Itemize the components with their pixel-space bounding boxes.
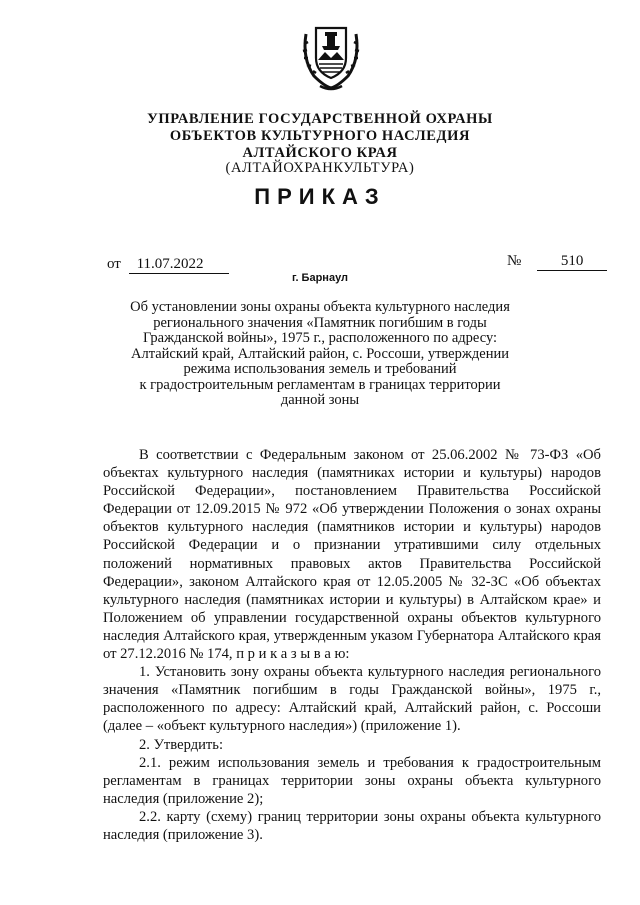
clause-2-1: 2.1. режим использования земель и требования к градостроительным регламентам в границах территории зоны охраны объекта культурного наследия (приложение 2);	[103, 754, 601, 807]
title-line: регионального значения «Памятник погибшим в годы	[153, 314, 487, 331]
org-name-line3: АЛТАЙСКОГО КРАЯ	[242, 145, 398, 161]
document-type-heading: ПРИКАЗ	[254, 184, 386, 209]
clause-1: 1. Установить зону охраны объекта культурного наследия регионального значения «Памятник погибшим в годы Гражданской войны», 1975 г., расположенного по адресу: Алтайский край, Алтайский район, с. Россоши (далее – «объект культурного наследия») (приложение 1).	[103, 664, 601, 735]
number-line	[507, 253, 607, 271]
number-prefix: №	[507, 253, 522, 269]
document-date: 11.07.2022	[129, 256, 229, 274]
preamble-paragraph: В соответствии с Федеральным законом от 25.06.2002 № 73-ФЗ «Об объектах культурного наследия (памятниках истории и культуры) народов Российской Федерации», постановлением Правительства Российской Федерации от 12.09.2015 № 972 «Об утверждении Положения о зонах охраны объектов культурного наследия (памятников истории и культуры) народов Российской Федерации и о признании утратившими силу отдельных положений нормативных правовых актов Правительства Российской Федерации», законом Алтайского края от 12.05.2005 № 32-ЗС «Об объектах культурного наследия (памятниках истории и культуры) в Алтайском крае» и Положением об управлении государственной охраны объектов культурного наследия Алтайского края, утвержденным указом Губернатора Алтайского края от 27.12.2016 № 174, п р и к а з ы в а ю:	[103, 447, 601, 663]
date-prefix: от	[107, 256, 121, 272]
title-line: данной зоны	[280, 392, 360, 408]
clause-2-2: 2.2. карту (схему) границ территории зоны охраны объекта культурного наследия (приложение 3).	[103, 808, 601, 843]
org-short-name: (АЛТАЙОХРАНКУЛЬТУРА)	[225, 160, 415, 176]
document-title	[130, 300, 510, 409]
clause-2: 2. Утвердить:	[139, 736, 224, 753]
document-number: 510	[537, 253, 607, 271]
title-line: к градостроительным регламентам в границах территории	[139, 376, 501, 393]
org-name-line2: ОБЪЕКТОВ КУЛЬТУРНОГО НАСЛЕДИЯ	[169, 128, 471, 144]
city: г. Барнаул	[291, 272, 349, 284]
title-line: режима использования земель и требований	[183, 361, 457, 377]
document-body	[103, 446, 601, 844]
coat-of-arms-icon	[298, 14, 364, 94]
title-line: Гражданской войны», 1975 г., расположенного по адресу:	[142, 330, 498, 346]
org-name-line1: УПРАВЛЕНИЕ ГОСУДАРСТВЕННОЙ ОХРАНЫ	[147, 111, 493, 127]
title-line: Об установлении зоны охраны объекта культурного наследия	[130, 299, 510, 315]
title-line: Алтайский край, Алтайский район, с. Россоши, утверждении	[131, 345, 509, 362]
